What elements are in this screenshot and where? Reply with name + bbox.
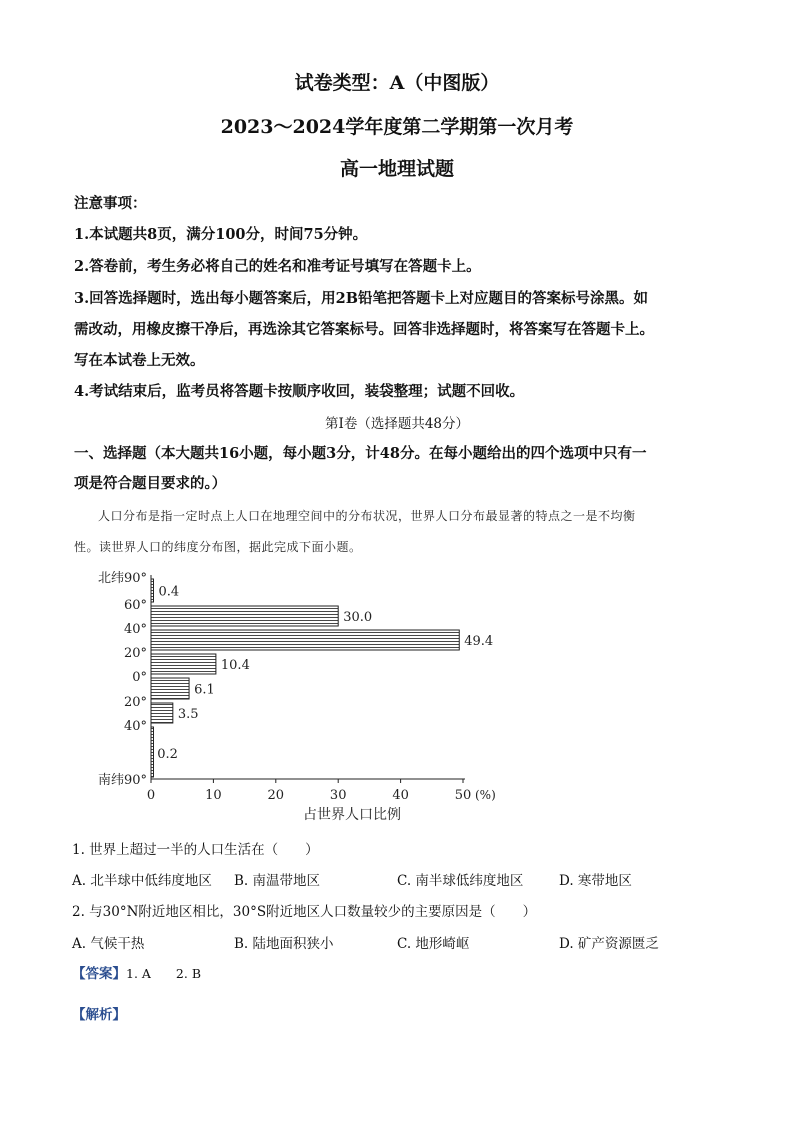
analysis-label: 【解析】 bbox=[72, 1007, 126, 1023]
question-1-option-c[interactable]: C. 南半球低纬度地区 bbox=[397, 873, 524, 889]
term-title: 2023～2024学年度第二学期第一次月考 bbox=[220, 116, 574, 138]
x-unit-label: (%) bbox=[475, 788, 496, 802]
question-1-stem: 1. 世界上超过一半的人口生活在（ ） bbox=[72, 842, 319, 858]
notes-item-3-line-3: 写在本试卷上无效。 bbox=[74, 352, 205, 369]
notes-heading: 注意事项： bbox=[74, 195, 147, 212]
answer-label: 【答案】 bbox=[72, 966, 126, 982]
x-tick-label-3: 30 bbox=[329, 788, 347, 803]
passage-line-2: 性。读世界人口的纬度分布图，据此完成下面小题。 bbox=[74, 540, 362, 554]
question-2-stem: 2. 与30°N附近地区相比，30°S附近地区人口数量较少的主要原因是（ ） bbox=[72, 904, 537, 920]
bar-value-label-2: 49.4 bbox=[464, 634, 494, 649]
x-tick-label-5: 50 bbox=[454, 788, 472, 803]
y-tick-label-6: 40° bbox=[123, 719, 147, 734]
bar-value-label-1: 30.0 bbox=[343, 610, 373, 625]
bar-value-label-6: 0.2 bbox=[157, 747, 178, 762]
bar-3 bbox=[151, 654, 216, 674]
y-tick-label-2: 40° bbox=[123, 622, 147, 637]
section-heading-line-2: 项是符合题目要求的。） bbox=[74, 475, 227, 492]
section-heading-line-1: 一、选择题（本大题共16小题，每小题3分，计48分。在每小题给出的四个选项中只有一 bbox=[74, 445, 647, 462]
bar-value-label-4: 6.1 bbox=[194, 682, 215, 698]
bar-value-label-3: 10.4 bbox=[220, 658, 250, 673]
bar-2 bbox=[151, 630, 459, 650]
part-title: 第Ⅰ卷（选择题共48分） bbox=[324, 416, 469, 432]
y-tick-label-5: 20° bbox=[123, 695, 147, 710]
bar-1 bbox=[151, 606, 338, 626]
subject-title: 高一地理试题 bbox=[339, 158, 454, 180]
x-tick-label-4: 40 bbox=[392, 788, 409, 803]
x-tick-label-1: 10 bbox=[205, 788, 222, 803]
x-tick-label-0: 0 bbox=[146, 788, 156, 803]
bar-4 bbox=[151, 678, 189, 699]
population-latitude-chart bbox=[70, 565, 530, 830]
question-2-option-a[interactable]: A. 气候干热 bbox=[72, 936, 145, 952]
notes-item-3-line-1: 3.回答选择题时，选出每小题答案后，用2B铅笔把答题卡上对应题目的答案标号涂黑。如 bbox=[74, 290, 648, 307]
y-tick-label-0: 北纬90° bbox=[97, 571, 147, 586]
notes-item-2: 2.答卷前，考生务必将自己的姓名和准考证号填写在答题卡上。 bbox=[74, 258, 481, 275]
bar-5 bbox=[151, 703, 173, 723]
y-tick-label-1: 60° bbox=[123, 598, 147, 613]
notes-item-1: 1.本试题共8页，满分100分，时间75分钟。 bbox=[74, 226, 368, 243]
y-tick-label-4: 0° bbox=[132, 670, 147, 685]
bar-value-label-5: 3.5 bbox=[177, 707, 199, 722]
question-1-option-a[interactable]: A. 北半球中低纬度地区 bbox=[72, 873, 212, 889]
question-2-option-d[interactable]: D. 矿产资源匮乏 bbox=[559, 936, 659, 952]
exam-type-title: 试卷类型：A（中图版） bbox=[294, 72, 500, 94]
question-2-option-b[interactable]: B. 陆地面积狭小 bbox=[234, 936, 334, 952]
passage-line-1: 人口分布是指一定时点上人口在地理空间中的分布状况，世界人口分布最显著的特点之一是不均衡 bbox=[98, 509, 636, 523]
answer-text: 1. A 2. B bbox=[126, 966, 202, 981]
x-axis-title: 占世界人口比例 bbox=[303, 807, 401, 823]
question-1-option-d[interactable]: D. 寒带地区 bbox=[559, 873, 632, 889]
question-2-option-c[interactable]: C. 地形崎岖 bbox=[397, 936, 470, 952]
answer-block bbox=[72, 962, 201, 982]
x-tick-label-2: 20 bbox=[267, 788, 285, 803]
y-tick-label-3: 20° bbox=[123, 646, 147, 661]
y-tick-label-7: 南纬90° bbox=[97, 773, 147, 788]
question-1-option-b[interactable]: B. 南温带地区 bbox=[234, 873, 321, 889]
notes-item-3-line-2: 需改动，用橡皮擦干净后，再选涂其它答案标号。回答非选择题时，将答案写在答题卡上。 bbox=[74, 321, 654, 338]
bar-value-label-0: 0.4 bbox=[158, 584, 180, 600]
notes-item-4: 4.考试结束后，监考员将答题卡按顺序收回，装袋整理；试题不回收。 bbox=[74, 383, 525, 400]
